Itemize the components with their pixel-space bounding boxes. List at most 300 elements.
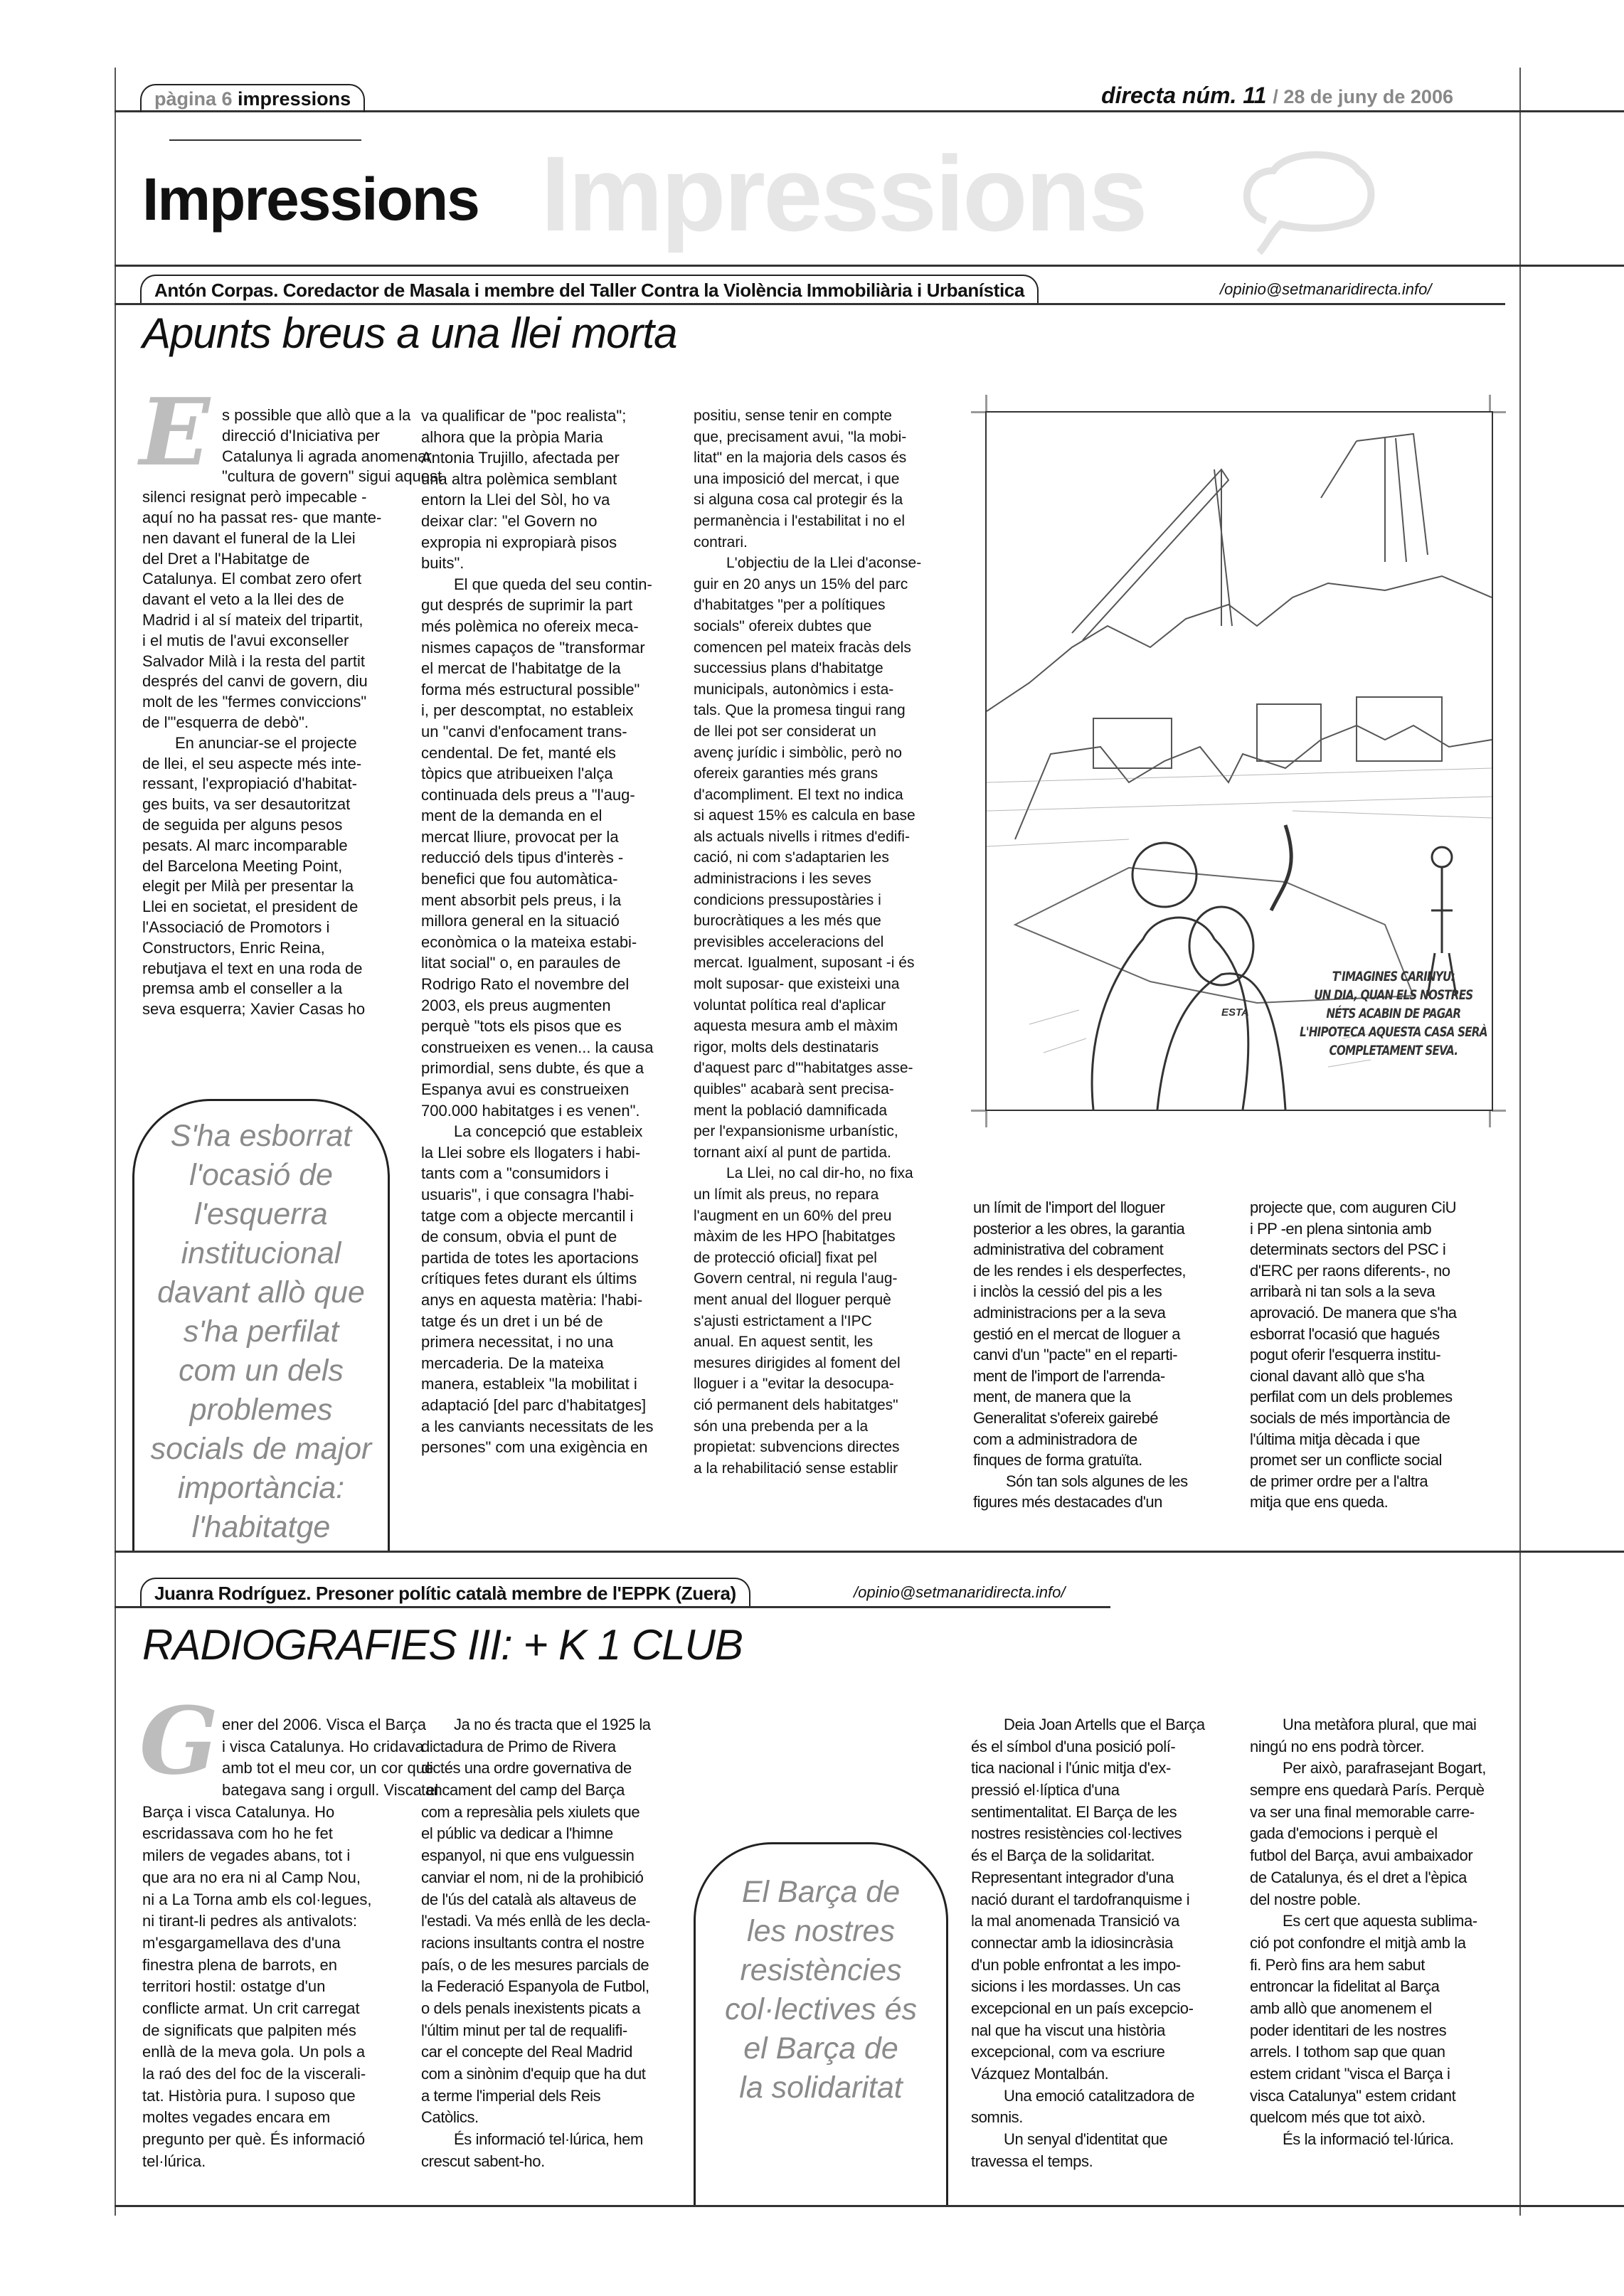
text-line: somnis. — [971, 2108, 1023, 2127]
text-line: "cultura de govern" sigui aquest — [222, 467, 442, 486]
text-line: buits". — [421, 554, 465, 573]
pull-quote-line: les nostres — [747, 1914, 895, 1948]
text-line: municipals, autonòmics i esta- — [694, 681, 894, 698]
text-line: mitja que ens queda. — [1250, 1493, 1389, 1511]
text-line: litat social" o, en paraules de — [421, 954, 621, 972]
text-line: car el concepte del Real Madrid — [421, 2043, 632, 2061]
text-line: quelcom més que tot això. — [1250, 2108, 1426, 2127]
text-line: figures més destacades d'un — [973, 1493, 1162, 1511]
text-line: Madrid i al sí mateix del tripartit, — [142, 610, 363, 629]
text-line: tòpics que atribueixen l'alça — [421, 765, 613, 783]
text-line: excepcional en un país excepcio- — [971, 1999, 1194, 2017]
text-line: és el símbol d'una posició polí- — [971, 1737, 1176, 1755]
text-line: reducció dels tipus d'interès - — [421, 849, 624, 867]
text-line: futbol del Barça, avui ambaixador — [1250, 1846, 1473, 1865]
text-line: dictés una ordre governativa de — [421, 1759, 632, 1777]
text-line: finques de forma gratuïta. — [973, 1451, 1142, 1469]
text-line: a terme l'imperial dels Reis — [421, 2086, 601, 2105]
text-line: de l'"esquerra de debò". — [142, 713, 309, 731]
text-line: burocràtiques a les més que — [694, 913, 881, 930]
text-line: tants com a "consumidors i — [421, 1164, 609, 1183]
text-line: connectar amb la idiosincràsia — [971, 1933, 1173, 1952]
text-line: l'últim minut per tal de requalifi- — [421, 2021, 627, 2039]
text-line: Es cert que aquesta sublima- — [1283, 1912, 1477, 1930]
text-line: benefici que fou automàtica- — [421, 870, 618, 888]
text-line: seva esquerra; Xavier Casas ho — [142, 1000, 366, 1019]
text-line: amb tot el meu cor, un cor que — [222, 1759, 434, 1777]
text-line: El que queda del seu contin- — [454, 575, 652, 593]
text-line: ment la població damnificada — [694, 1102, 887, 1119]
section-title: Impressions — [142, 166, 479, 233]
text-line: l'estadi. Va més enllà de les decla- — [421, 1912, 651, 1930]
article2-column-4 — [1250, 1714, 1486, 2151]
crop-mark — [971, 411, 985, 413]
text-line: arribarà ni tan sols a la seva — [1250, 1282, 1435, 1301]
text-line: Govern central, ni regula l'aug- — [694, 1270, 898, 1287]
text-line: 700.000 habitatges i es venen". — [421, 1101, 640, 1120]
page-number: pàgina 6 — [154, 88, 233, 110]
text-line: previsibles acceleracions del — [694, 933, 884, 950]
text-line: Espanya avui es construeixen — [421, 1080, 630, 1098]
text-line: com a administradora de — [973, 1430, 1137, 1448]
text-line: ment anual del lloguer perquè — [694, 1291, 891, 1308]
bottom-rule — [115, 2205, 1624, 2207]
text-line: tancament del camp del Barça — [421, 1781, 625, 1800]
text-line: de seguida per alguns pesos — [142, 815, 343, 834]
text-line: de Catalunya, és el dret a l'èpica — [1250, 1868, 1467, 1886]
article2-byline: Juanra Rodríguez. Presoner polític català membre de l'EPPK (Zuera) — [140, 1578, 750, 1607]
text-line: Representant integrador d'una — [971, 1868, 1174, 1886]
text-line: Llei en societat, el president de — [142, 898, 359, 916]
text-line: determinats sectors del PSC i — [1250, 1240, 1446, 1259]
text-line: silenci resignat però impecable - — [142, 488, 367, 506]
text-line: contrari. — [694, 533, 748, 551]
text-line: el públic va dedicar a l'himne — [421, 1824, 613, 1843]
text-line: ció permanent dels habitatges" — [694, 1396, 898, 1413]
text-line: condicions pressupostàries i — [694, 891, 881, 908]
pull-quote-line: socials de major — [150, 1432, 372, 1466]
text-line: de protecció oficial] fixat pel — [694, 1249, 877, 1266]
article2-email-link[interactable]: /opinio@setmanaridirecta.info/ — [854, 1583, 1066, 1601]
text-line: i, per descomptat, no estableix — [421, 701, 634, 720]
text-line: de llei pot ser considerat un — [694, 723, 876, 740]
article1-column-5 — [1250, 1197, 1457, 1513]
text-line: un límit als preus, no repara — [694, 1186, 879, 1203]
text-line: administrativa del cobrament — [973, 1240, 1164, 1259]
text-line: Catòlics. — [421, 2108, 479, 2127]
text-line: tatge és un dret i un bé de — [421, 1312, 603, 1330]
pull-quote-line: l'esquerra — [194, 1197, 328, 1231]
text-line: cional davant allò que s'ha — [1250, 1366, 1425, 1385]
article2-column-3 — [971, 1714, 1205, 2172]
article2-column-1 — [142, 1714, 438, 2172]
text-line: del Dret a l'Habitatge de — [142, 549, 310, 568]
text-line: anual. En aquest sentit, les — [694, 1334, 874, 1351]
text-line: alhora que la pròpia Maria — [421, 427, 603, 446]
text-line: comencen pel mateix fracàs dels — [694, 639, 911, 656]
text-line: visca Catalunya" estem cridant — [1250, 2086, 1456, 2105]
text-line: tatge com a objecte mercantil i — [421, 1206, 634, 1225]
article-divider — [115, 1551, 1624, 1553]
pull-quote-line: col·lectives és — [724, 1992, 918, 2026]
text-line: Catalunya li agrada anomenar — [222, 447, 432, 465]
section-name: impressions — [238, 88, 351, 110]
crop-mark — [985, 395, 987, 411]
text-line: és el Barça de la solidaritat. — [971, 1846, 1155, 1865]
text-line: dictadura de Primo de Rivera — [421, 1737, 616, 1755]
text-line: persones" com una exigència en — [421, 1438, 648, 1457]
text-line: de l'ús del català als altaveus de — [421, 1890, 637, 1908]
text-line: gut després de suprimir la part — [421, 596, 633, 615]
text-line: de les rendes i els desperfectes, — [973, 1261, 1187, 1280]
crop-mark — [1492, 411, 1506, 413]
text-line: successius plans d'habitatge — [694, 660, 883, 677]
text-line: sentimentalitat. El Barça de les — [971, 1802, 1177, 1821]
text-line: si alguna cosa cal protegir és la — [694, 491, 903, 509]
text-line: Un senyal d'identitat que — [1004, 2130, 1168, 2149]
text-line: espanyol, ni que ens vulguessin — [421, 1846, 635, 1865]
crop-mark — [1492, 1110, 1506, 1112]
article1-column-4 — [973, 1197, 1188, 1513]
pull-quote-line: l'ocasió de — [189, 1158, 333, 1192]
text-line: avenç jurídic i simbòlic, però no — [694, 744, 902, 761]
text-line: propietat: subvencions directes — [694, 1439, 900, 1456]
caption-line: COMPLETAMENT SEVA. — [1329, 1043, 1458, 1058]
text-line: econòmica o la mateixa estabi- — [421, 932, 637, 951]
text-line: ressant, l'expropiació d'habitat- — [142, 775, 357, 793]
text-line: Catalunya. El combat zero ofert — [142, 570, 362, 588]
text-line: pesats. Al marc incomparable — [142, 836, 348, 854]
text-line: l'augment en un 60% del preu — [694, 1207, 892, 1224]
text-line: que, precisament avui, "la mobi- — [694, 428, 907, 445]
text-line: positiu, sense tenir en compte — [694, 408, 892, 424]
article1-pull-quote — [132, 1099, 390, 1551]
text-line: l'última mitja dècada i que — [1250, 1430, 1420, 1448]
text-line: ofereix garanties més grans — [694, 765, 879, 782]
text-line: entroncar la fidelitat al Barça — [1250, 1977, 1440, 1996]
text-line: als actuals nivells i ritmes d'edifi- — [694, 828, 910, 845]
text-line: sicions i les mordasses. Un cas — [971, 1977, 1181, 1996]
text-line: molt suposar- que existeixi una — [694, 976, 900, 993]
text-line: va ser una final memorable carre- — [1250, 1802, 1475, 1821]
text-line: ningú no ens podrà tòrcer. — [1250, 1737, 1425, 1755]
text-line: país, o de les mesures parcials de — [421, 1955, 649, 1974]
text-line: amb allò que anomenem el — [1250, 1999, 1432, 2017]
text-line: excepcional, com va escriure — [971, 2043, 1165, 2061]
text-line: entorn la Llei del Sòl, ho va — [421, 491, 610, 509]
text-line: un límit de l'import del lloguer — [973, 1199, 1165, 1216]
illustration-housing-sketch — [985, 411, 1493, 1111]
masthead — [1101, 83, 1453, 109]
pull-quote-line: institucional — [181, 1236, 341, 1270]
text-line: anys en aquesta matèria: l'habi- — [421, 1290, 643, 1309]
text-line: permanència i l'estabilitat i no el — [694, 512, 906, 529]
text-line: Antonia Trujillo, afectada per — [421, 449, 620, 467]
pull-quote-line: la solidaritat — [739, 2071, 903, 2105]
text-line: més polèmica no ofereix meca- — [421, 617, 639, 635]
text-line: la mal anomenada Transició va — [971, 1912, 1179, 1930]
right-margin-rule — [1519, 68, 1521, 2216]
text-line: moltes vegades encara em — [142, 2108, 331, 2127]
text-line: s possible que allò que a la — [222, 406, 411, 424]
article1-byline: Antón Corpas. Coredactor de Masala i membre del Taller Contra la Violència Immobiliària i Urbanística — [140, 275, 1039, 304]
article2-pull-quote — [694, 1842, 948, 2205]
text-line: tat. Història pura. I suposo que — [142, 2086, 356, 2105]
pull-quote-line: El Barça de — [741, 1875, 901, 1909]
left-margin-rule — [115, 68, 116, 2216]
article1-dropcap: E — [139, 378, 211, 487]
text-line: ment de la demanda en el — [421, 807, 603, 825]
issue-date: / 28 de juny de 2006 — [1273, 86, 1453, 107]
text-line: guir en 20 anys un 15% del parc — [694, 575, 908, 592]
text-line: canvi d'un "pacte" en el reparti- — [973, 1346, 1178, 1364]
text-line: la Llei sobre els llogaters i habi- — [421, 1143, 641, 1162]
text-line: a les canviants necessitats de les — [421, 1417, 654, 1435]
text-line: litat" en la majoria dels casos és — [694, 450, 907, 467]
text-line: partida de totes les aportacions — [421, 1248, 639, 1267]
text-line: promet ser un conflicte social — [1250, 1451, 1442, 1469]
text-line: És informació tel·lúrica, hem — [454, 2130, 643, 2149]
caption-line: L'HIPOTECA AQUESTA CASA SERÀ — [1300, 1024, 1487, 1040]
text-line: posterior a les obres, la garantia — [973, 1219, 1185, 1238]
sketch-caption — [1300, 967, 1487, 1060]
text-line: Deia Joan Artells que el Barça — [1004, 1716, 1205, 1733]
text-line: aprovació. De manera que s'ha — [1250, 1303, 1457, 1322]
caption-line: T'IMAGINES CARINYU: — [1332, 969, 1455, 984]
pull-quote-line: problemes — [189, 1393, 333, 1427]
text-line: aquesta mesura amb el màxim — [694, 1018, 898, 1035]
text-line: mercaderia. De la mateixa — [421, 1354, 604, 1372]
text-line: Per això, parafrasejant Bogart, — [1283, 1759, 1486, 1777]
text-line: nal que ha viscut una història — [971, 2021, 1165, 2039]
text-line: d'un poble enfrontat a les impo- — [971, 1955, 1181, 1974]
text-line: de consum, obvia el punt de — [421, 1228, 617, 1246]
text-line: La concepció que estableix — [454, 1122, 643, 1141]
text-line: el mercat de l'habitatge de la — [421, 659, 621, 678]
text-line: l'Associació de Promotors i — [142, 918, 330, 936]
byline-rule — [115, 303, 1505, 305]
text-line: Rodrigo Rato el novembre del — [421, 975, 630, 994]
text-line: cació, ni com s'adaptarien les — [694, 849, 889, 866]
text-line: la raó des del foc de la viscerali- — [142, 2065, 366, 2083]
pull-quote-line: S'ha esborrat — [170, 1119, 352, 1153]
text-line: ni tirant-li pedres als antivalots: — [142, 1912, 358, 1930]
text-line: continuada dels preus a "l'aug- — [421, 785, 635, 804]
text-line: La Llei, no cal dir-ho, no fixa — [726, 1165, 913, 1182]
text-line: Constructors, Enric Reina, — [142, 938, 325, 957]
text-line: aquí no ha passat res- que mante- — [142, 508, 382, 526]
text-line: s'ajusti estrictament a l'IPC — [694, 1312, 872, 1329]
pull-quote-line: davant allò que — [157, 1275, 365, 1309]
text-line: de significats que palpiten més — [142, 2021, 356, 2039]
crop-mark — [1489, 1111, 1491, 1127]
text-line: gestió en el mercat de lloguer a — [973, 1324, 1180, 1343]
pull-quote-line: resistències — [740, 1953, 902, 1987]
text-line: deixar clar: "el Govern no — [421, 511, 598, 530]
text-line: finestra plena de barrots, en — [142, 1955, 337, 1974]
text-line: quibles" acabarà sent precisa- — [694, 1081, 894, 1097]
text-line: mercat. Igualment, suposant -i és — [694, 955, 915, 972]
text-line: canviar el nom, ni de la prohibició — [421, 1868, 644, 1886]
text-line: Ja no és tracta que el 1925 la — [454, 1716, 651, 1733]
text-line: nació durant el tardofranquisme i — [971, 1890, 1190, 1908]
text-line: a la rehabilitació sense establir — [694, 1460, 898, 1477]
text-line: conflicte armat. Un crit carregat — [142, 1999, 360, 2017]
text-line: tals. Que la promesa tingui rang — [694, 702, 906, 719]
article1-column-3 — [694, 405, 921, 1479]
article2-column-2 — [421, 1714, 651, 2172]
pull-quote-line: com un dels — [179, 1354, 344, 1388]
text-line: d'acompliment. El text no indica — [694, 786, 903, 803]
text-line: L'objectiu de la Llei d'aconse- — [726, 555, 922, 572]
text-line: Una emoció catalitzadora de — [1004, 2086, 1195, 2105]
text-line: d'aquest parc d'"habitatges asse- — [694, 1060, 913, 1077]
text-line: crescut sabent-ho. — [421, 2152, 545, 2170]
text-line: construeixen es venen... la causa — [421, 1038, 654, 1056]
text-line: crítiques fetes durant els últims — [421, 1270, 637, 1288]
text-line: cendental. De fet, manté els — [421, 743, 616, 762]
caption-line: NÉTS ACABIN DE PAGAR — [1326, 1006, 1461, 1021]
article1-column-1 — [142, 405, 442, 1020]
text-line: administracions per a la seva — [973, 1303, 1166, 1322]
text-line: gada d'emocions i perquè el — [1250, 1824, 1438, 1843]
text-line: pogut oferir l'esquerra institu- — [1250, 1346, 1441, 1364]
text-line: com a represàlia pels xiulets que — [421, 1802, 640, 1821]
text-line: tornant així al punt de partida. — [694, 1144, 891, 1161]
text-line: ció pot confondre el mitjà amb la — [1250, 1933, 1466, 1952]
text-line: milers de vegades abans, tot i — [142, 1846, 351, 1865]
text-line: esborrat l'ocasió que hagués — [1250, 1324, 1440, 1343]
text-line: manera, estableix "la mobilitat i — [421, 1375, 637, 1393]
text-line: Generalitat s'ofereix gairebé — [973, 1408, 1158, 1427]
article1-email-link[interactable]: /opinio@setmanaridirecta.info/ — [1220, 280, 1432, 298]
text-line: i visca Catalunya. Ho cridava — [222, 1737, 424, 1755]
title-accent-rule — [169, 139, 361, 141]
article2-headline: RADIOGRAFIES III: + K 1 CLUB — [142, 1621, 743, 1669]
text-line: Barça i visca Catalunya. Ho — [142, 1802, 335, 1821]
text-line: molt de les "fermes conviccions" — [142, 693, 367, 711]
text-line: sempre ens quedarà París. Perquè — [1250, 1781, 1485, 1800]
sketch-sign-text: ESTA — [1221, 1006, 1249, 1019]
text-line: primordial, sens dubte, és que a — [421, 1059, 644, 1078]
text-line: estem cridant "visca el Barça i — [1250, 2065, 1450, 2083]
text-line: expropia ni expropiarà pisos — [421, 533, 617, 551]
text-line: pregunto per què. És informació — [142, 2130, 366, 2149]
text-line: per l'expansionisme urbanístic, — [694, 1123, 898, 1140]
crop-mark — [971, 1110, 985, 1112]
text-line: administracions i les seves — [694, 871, 871, 888]
crop-mark — [1489, 395, 1491, 411]
text-line: nismes capaços de "transformar — [421, 638, 645, 657]
text-line: perfilat com un dels problemes — [1250, 1388, 1453, 1406]
text-line: primera necessitat, i no una — [421, 1333, 614, 1351]
text-line: projecte que, com auguren CiU — [1250, 1199, 1456, 1216]
text-line: Són tan sols algunes de les — [1006, 1472, 1188, 1490]
text-line: del nostre poble. — [1250, 1890, 1361, 1908]
text-line: que ara no era ni al Camp Nou, — [142, 1868, 361, 1886]
text-line: ment, de manera que la — [973, 1388, 1131, 1406]
text-line: i inclòs la cessió del pis a les — [973, 1282, 1162, 1301]
text-line: Vázquez Montalbán. — [971, 2065, 1109, 2083]
text-line: del Barcelona Meeting Point, — [142, 856, 343, 875]
speech-bubble-icon — [1238, 142, 1380, 256]
text-line: o dels penals inexistents picats a — [421, 1999, 641, 2017]
text-line: com a sinònim d'equip que ha dut — [421, 2065, 646, 2083]
text-line: perquè "tots els pisos que es — [421, 1017, 622, 1036]
text-line: rigor, molts dels destinataris — [694, 1038, 879, 1056]
text-line: poder identitari de les nostres — [1250, 2021, 1447, 2039]
pull-quote-line: el Barça de — [743, 2031, 898, 2066]
text-line: territori hostil: ostatge d'un — [142, 1977, 326, 1996]
section-title-rule — [115, 265, 1624, 267]
text-line: adaptació [del parc d'habitatges] — [421, 1396, 647, 1414]
text-line: d'habitatges "per a polítiques — [694, 597, 886, 614]
text-line: d'ERC per raons diferents-, no — [1250, 1261, 1450, 1280]
text-line: enllà de la meva gola. Un pols a — [142, 2043, 366, 2061]
text-line: ni a La Torna amb els col·legues, — [142, 1890, 372, 1908]
text-line: tica nacional i l'únic mitja d'ex- — [971, 1759, 1171, 1777]
text-line: nostres resistències col·lectives — [971, 1824, 1182, 1843]
text-line: tel·lúrica. — [142, 2152, 206, 2170]
text-line: rebutjava el text en una roda de — [142, 959, 363, 977]
text-line: escridassava com ho he fet — [142, 1824, 333, 1843]
text-line: socials de més importància de — [1250, 1408, 1450, 1427]
text-line: i PP -en plena sintonia amb — [1250, 1219, 1432, 1238]
text-line: millora general en la situació — [421, 912, 620, 930]
text-line: de primer ordre per a l'altra — [1250, 1472, 1428, 1490]
text-line: la Federació Espanyola de Futbol, — [421, 1977, 649, 1996]
text-line: de llei, el seu aspecte més inte- — [142, 754, 362, 772]
pull-quote-line: l'habitatge — [191, 1510, 331, 1544]
text-line: travessa el temps. — [971, 2152, 1093, 2170]
text-line: fi. Però fins ara hem sabut — [1250, 1955, 1425, 1974]
text-line: lloguer i a "evitar la desocupa- — [694, 1376, 894, 1393]
text-line: premsa amb el conseller a la — [142, 979, 343, 998]
text-line: són una prebenda per a la — [694, 1418, 869, 1435]
text-line: 2003, els preus augmenten — [421, 996, 611, 1014]
text-line: arrels. I tothom sap que quan — [1250, 2043, 1445, 2061]
text-line: una imposició del mercat, i que — [694, 470, 900, 487]
text-line: una altra polèmica semblant — [421, 469, 617, 488]
text-line: mesures dirigides al foment del — [694, 1354, 901, 1371]
article1-column-2 — [421, 405, 654, 1458]
text-line: Salvador Milà i la resta del partit — [142, 652, 366, 670]
article1-headline: Apunts breus a una llei morta — [142, 309, 677, 357]
pull-quote-line: s'ha perfilat — [183, 1314, 339, 1349]
article2-dropcap: G — [139, 1686, 219, 1795]
text-line: bategava sang i orgull. Visca el — [222, 1781, 439, 1800]
text-line: si aquest 15% es calcula en base — [694, 807, 916, 824]
text-line: va qualificar de "poc realista"; — [421, 407, 627, 425]
text-line: voluntat política real d'aplicar — [694, 996, 886, 1014]
text-line: racions insultants contra el nostre — [421, 1933, 644, 1952]
text-line: després del canvi de govern, diu — [142, 672, 368, 691]
caption-line: UN DIA, QUAN ELS NOSTRES — [1314, 987, 1473, 1003]
page-section-tab — [140, 84, 365, 112]
byline-rule — [115, 1606, 1110, 1608]
text-line: ges buits, va ser desautoritzat — [142, 795, 351, 814]
text-line: direcció d'Iniciativa per — [222, 426, 380, 445]
text-line: màxim de les HPO [habitatges — [694, 1228, 896, 1245]
crop-mark — [985, 1111, 987, 1127]
text-line: usuaris", i que consagra l'habi- — [421, 1185, 635, 1203]
text-line: davant el veto a la llei des de — [142, 590, 344, 609]
text-line: En anunciar-se el projecte — [175, 733, 357, 752]
pull-quote-line: importància: — [177, 1471, 345, 1505]
text-line: És la informació tel·lúrica. — [1283, 2130, 1454, 2149]
section-title-ghost: Impressions — [541, 134, 1146, 253]
text-line: socials" ofereix dubtes que — [694, 617, 872, 634]
